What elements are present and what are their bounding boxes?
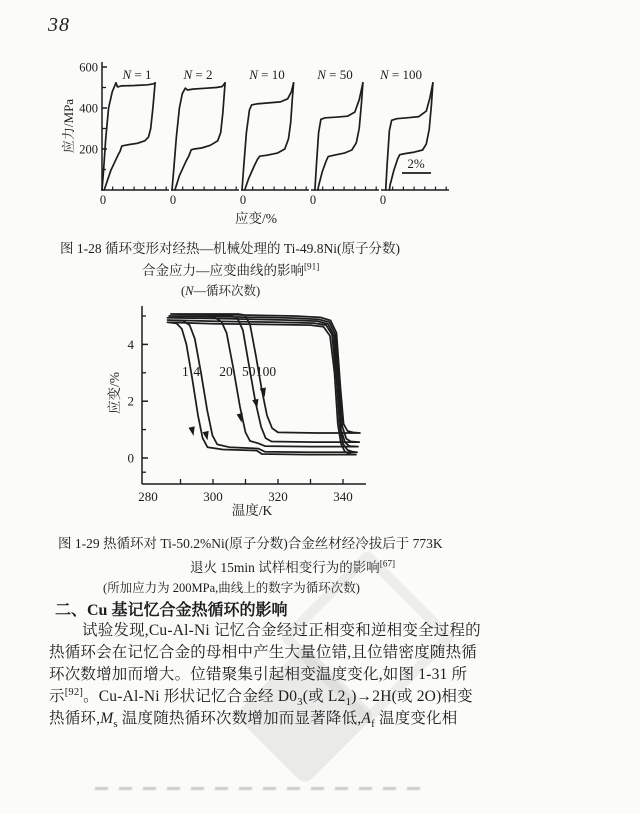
svg-text:N = 2: N = 2	[183, 67, 213, 82]
svg-text:300: 300	[203, 489, 223, 504]
figure-1-28-plot	[55, 58, 475, 228]
svg-text:应变/%: 应变/%	[107, 372, 122, 414]
svg-text:0: 0	[239, 193, 247, 207]
svg-text:N = 100: N = 100	[379, 67, 423, 82]
svg-text:0: 0	[99, 193, 107, 207]
svg-text:0: 0	[379, 193, 387, 207]
figure-1-29-caption-line2: 退火 15min 试样相变行为的影响[67]	[190, 558, 396, 575]
svg-text:100: 100	[255, 364, 277, 380]
svg-text:0: 0	[127, 450, 134, 466]
svg-text:320: 320	[268, 489, 288, 504]
svg-text:N = 10: N = 10	[249, 67, 285, 82]
figure-1-28-caption-line3: (N—循环次数)	[181, 284, 261, 298]
svg-text:N = 50: N = 50	[317, 67, 353, 82]
svg-text:0: 0	[309, 193, 317, 207]
svg-text:340: 340	[333, 489, 353, 504]
svg-text:4: 4	[127, 336, 134, 352]
svg-text:温度/K: 温度/K	[231, 503, 273, 518]
body-text-line: 热循环会在记忆合金的母相中产生大量位错,且位错密度随热循	[49, 644, 477, 661]
figure-1-28-caption-line2: 合金应力—应变曲线的影响[91]	[142, 261, 320, 278]
svg-text:280: 280	[138, 489, 158, 504]
svg-text:200: 200	[79, 142, 98, 157]
figure-1-28-caption-line1: 图 1-28 循环变形对经热—机械处理的 Ti-49.8Ni(原子分数)	[60, 241, 401, 256]
section-heading: 二、Cu 基记忆合金热循环的影响	[55, 602, 288, 619]
svg-text:600: 600	[79, 60, 98, 75]
body-text-line: 热循环$,M_s$ 温度随热循环次数增加而显著降低$,A_f$ 温度变化相	[49, 710, 458, 731]
svg-text:0: 0	[169, 193, 177, 207]
svg-text:20: 20	[219, 364, 233, 380]
svg-text:应力/MPa: 应力/MPa	[61, 98, 76, 154]
page-number: 38	[48, 14, 70, 36]
body-text-line: 环次数增加而增大。位错聚集引起相变温度变化,如图 1-31 所	[49, 666, 468, 683]
svg-text:4: 4	[193, 364, 201, 380]
scan-smudge	[95, 787, 430, 790]
svg-text:2%: 2%	[407, 156, 425, 171]
figure-1-29-caption-line1: 图 1-29 热循环对 Ti-50.2%Ni(原子分数)合金丝材经冷拔后于 773K	[58, 536, 443, 551]
body-text-line: 试验发现,Cu-Al-Ni 记忆合金经过正相变和逆相变全过程的	[82, 622, 481, 639]
svg-text:2: 2	[127, 393, 134, 409]
svg-text:1: 1	[182, 364, 189, 380]
svg-text:400: 400	[79, 101, 98, 116]
body-text-line: 示[92]。Cu-Al-Ni 形状记忆合金经 $D0_3$(或 $L2_1)\to 2H$(或 2O)相变	[49, 686, 473, 709]
svg-text:50: 50	[242, 364, 256, 380]
figure-1-29-caption-line3: (所加应力为 200MPa,曲线上的数字为循环次数)	[103, 581, 360, 595]
figure-1-29-plot	[105, 298, 397, 530]
svg-text:N = 1: N = 1	[122, 67, 152, 82]
svg-text:应变/%: 应变/%	[235, 211, 277, 226]
